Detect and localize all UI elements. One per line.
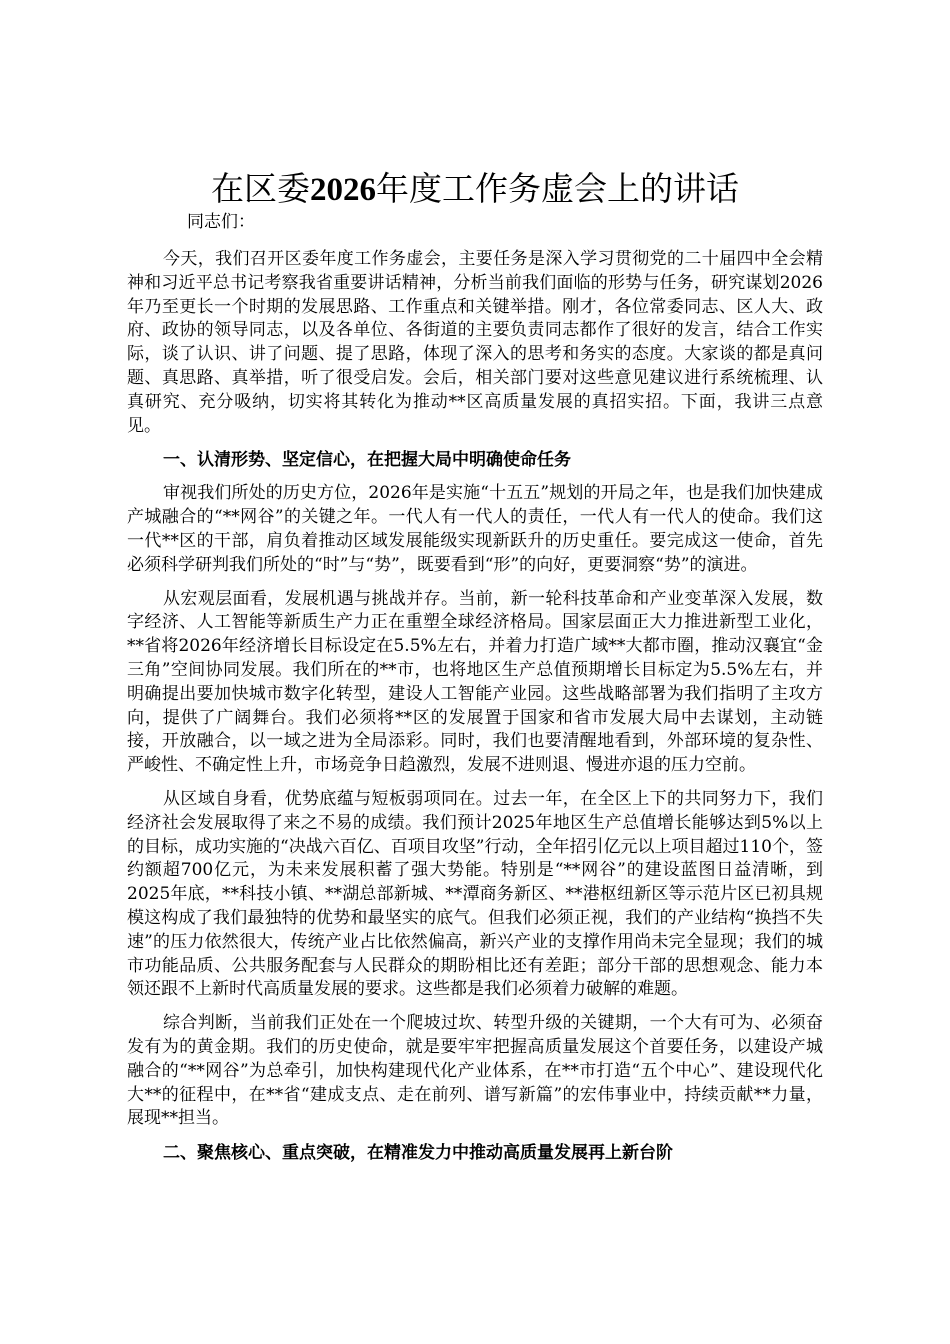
section-1-paragraph: 审视我们所处的历史方位，2026年是实施“十五五”规划的开局之年，也是我们加快建成产城融合的“**网谷”的关键之年。一代人有一代人的责任，一代人有一代人的使命。我们这一代**区的干部，肩负着推动区域发展能级实现新跃升的历史重任。要完成这一使命，首先必须科学研判我们所处的“时”与“势”，既要看到“形”的向好，更要洞察“势”的演进。 — [127, 483, 823, 575]
salutation: 同志们： — [187, 212, 255, 232]
title-year: 2026 — [310, 172, 376, 208]
document-title — [127, 165, 823, 214]
section-2-heading: 二、聚焦核心、重点突破，在精准发力中推动高质量发展再上新台阶 — [163, 1143, 673, 1164]
document-body — [127, 165, 823, 1175]
section-1-heading: 一、认清形势、坚定信心，在把握大局中明确使命任务 — [163, 450, 571, 471]
section-1-paragraph: 综合判断，当前我们正处在一个爬坡过坎、转型升级的关键期，一个大有可为、必须奋发有为的黄金期。我们的历史使命，就是要牢牢把握高质量发展这个首要任务，以建设产城融合的“**网谷”为总牵引，加快构建现代化产业体系，在**市打造“五个中心”、建设现代化大**的征程中，在**省“建成支点、走在前列、谱写新篇”的宏伟事业中，持续贡献**力量，展现**担当。 — [127, 1013, 823, 1129]
section-1-paragraph: 从宏观层面看，发展机遇与挑战并存。当前，新一轮科技革命和产业变革深入发展，数字经济、人工智能等新质生产力正在重塑全球经济格局。国家层面正大力推进新型工业化，**省将2026年经济增长目标设定在5.5%左右，并着力打造广域**大都市圈，推动汉襄宜“金三角”空间协同发展。我们所在的**市，也将地区生产总值预期增长目标定为5.5%左右，并明确提出要加快城市数字化转型，建设人工智能产业园。这些战略部署为我们指明了主攻方向，提供了广阔舞台。我们必须将**区的发展置于国家和省市发展大局中去谋划，主动链接，开放融合，以一域之进为全局添彩。同时，我们也要清醒地看到，外部环境的复杂性、严峻性、不确定性上升，市场竞争日趋激烈，发展不进则退、慢进亦退的压力空前。 — [127, 588, 823, 776]
title-prefix: 在区委 — [211, 169, 310, 208]
title-suffix: 年度工作务虚会上的讲话 — [376, 169, 739, 208]
section-1-paragraph: 从区域自身看，优势底蕴与短板弱项同在。过去一年，在全区上下的共同努力下，我们经济社会发展取得了来之不易的成绩。我们预计2025年地区生产总值增长能够达到5%以上的目标，成功实施的“决战六百亿、百项目攻坚”行动，全年招引亿元以上项目超过110个，签约额超700亿元，为未来发展积蓄了强大势能。特别是“**网谷”的建设蓝图日益清晰，到2025年底，**科技小镇、**湖总部新城、**潭商务新区、**港枢纽新区等示范片区已初具规模这构成了我们最独特的优势和最坚实的底气。但我们必须正视，我们的产业结构“换挡不失速”的压力依然很大，传统产业占比依然偏高，新兴产业的支撑作用尚未完全显现；我们的城市功能品质、公共服务配套与人民群众的期盼相比还有差距；部分干部的思想观念、能力本领还跟不上新时代高质量发展的要求。这些都是我们必须着力破解的难题。 — [127, 788, 823, 1000]
intro-paragraph: 今天，我们召开区委年度工作务虚会，主要任务是深入学习贯彻党的二十届四中全会精神和习近平总书记考察我省重要讲话精神，分析当前我们面临的形势与任务，研究谋划2026年乃至更长一个时期的发展思路、工作重点和关键举措。刚才，各位常委同志、区人大、政府、政协的领导同志，以及各单位、各街道的主要负责同志都作了很好的发言，结合工作实际，谈了认识、讲了问题、提了思路，体现了深入的思考和务实的态度。大家谈的都是真问题、真思路、真举措，听了很受启发。会后，相关部门要对这些意见建议进行系统梳理、认真研究、充分吸纳，切实将其转化为推动**区高质量发展的真招实招。下面，我讲三点意见。 — [127, 249, 823, 436]
